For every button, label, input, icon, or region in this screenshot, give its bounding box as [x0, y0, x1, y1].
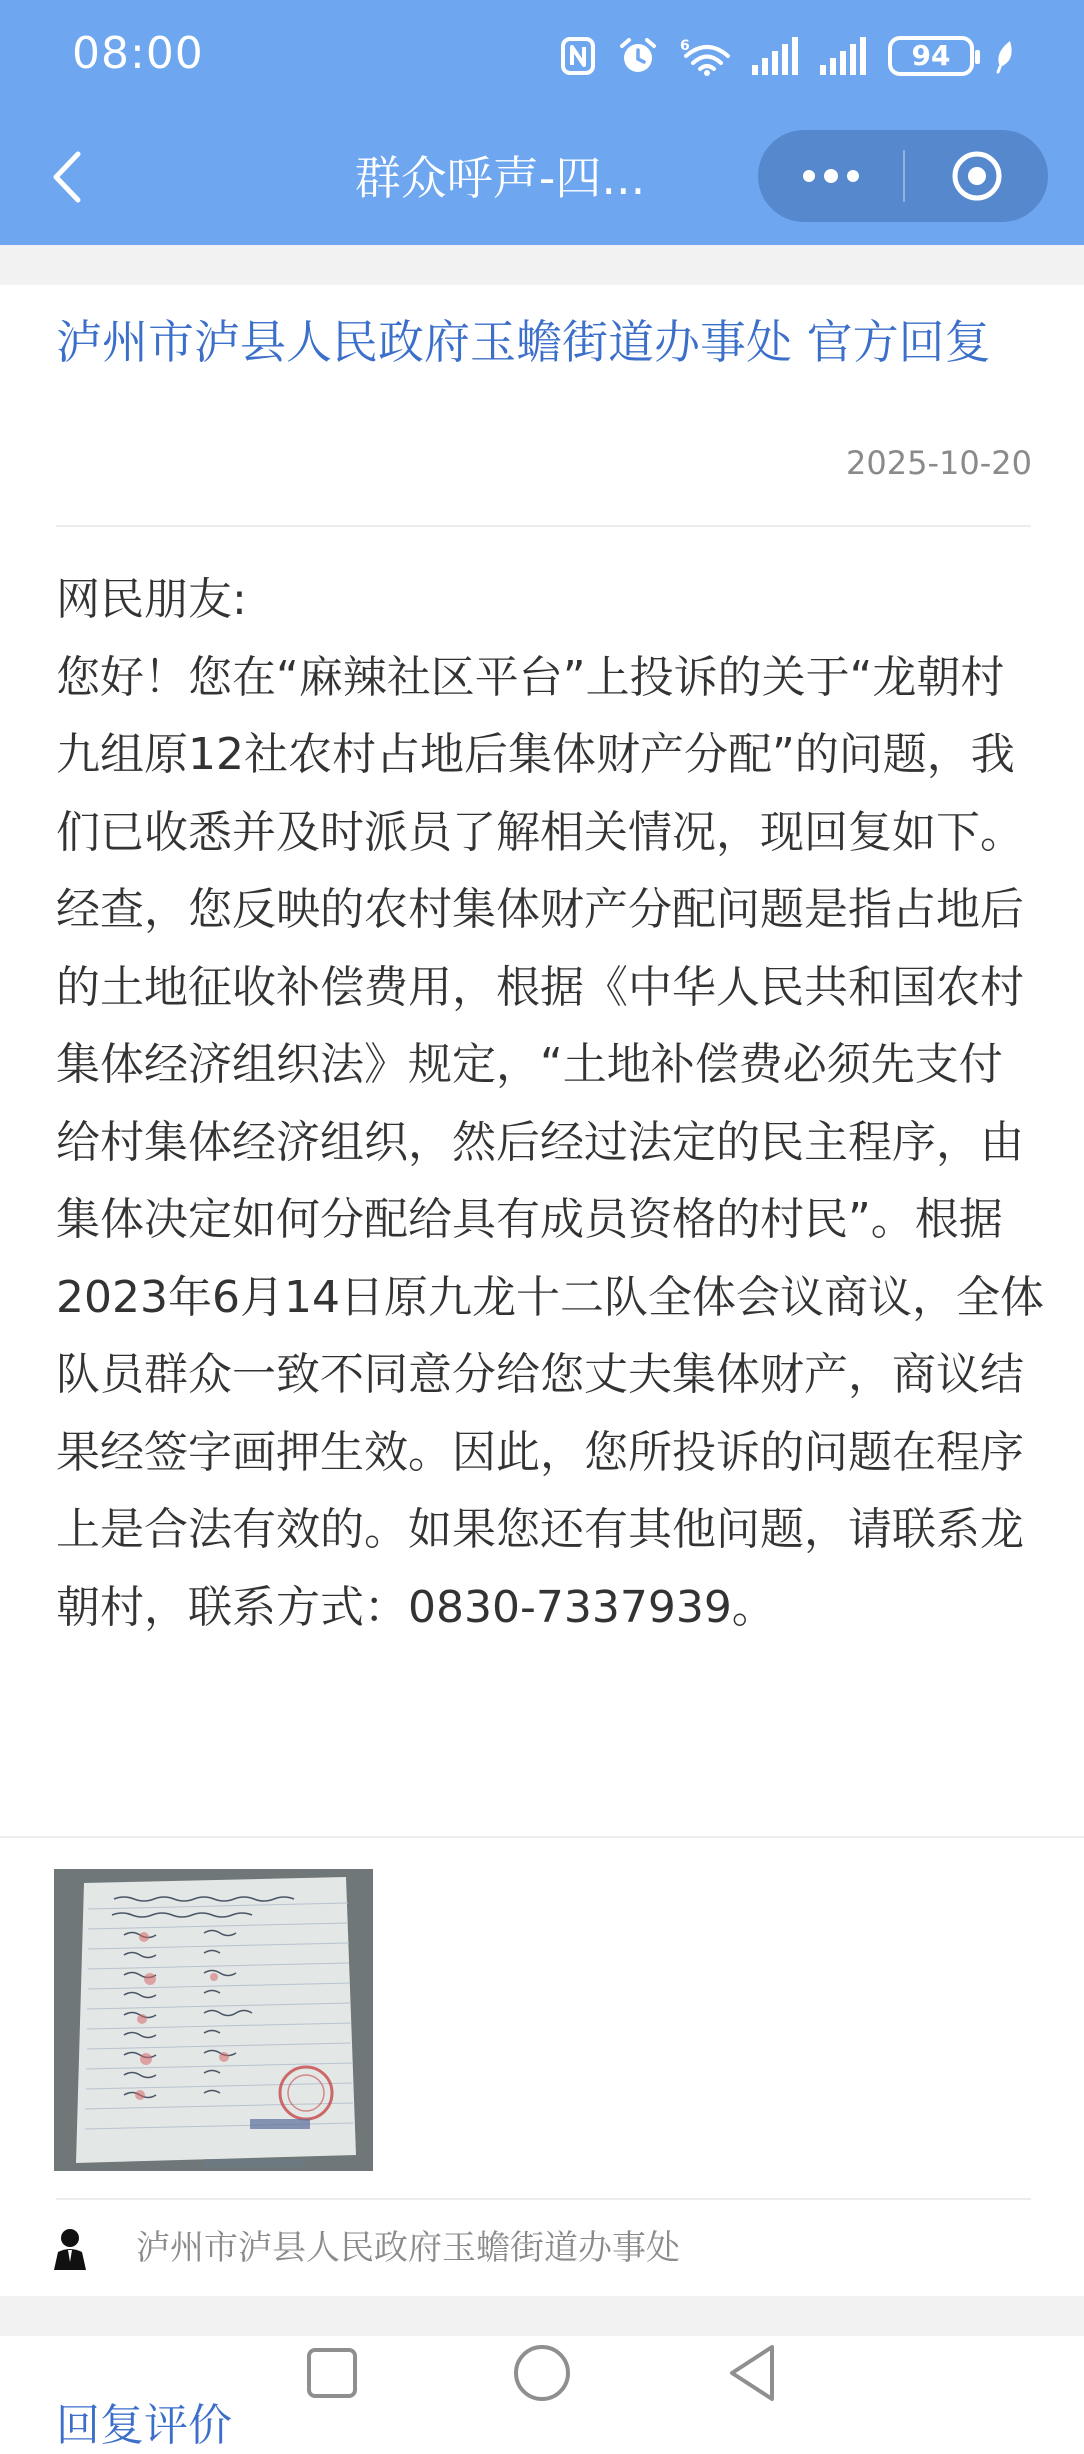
status-icons — [560, 30, 1016, 82]
section-gap — [0, 245, 1084, 285]
official-avatar-icon — [52, 2226, 88, 2270]
battery-level: 94 — [911, 39, 951, 72]
status-bar — [0, 0, 1084, 110]
leaf-icon — [996, 39, 1016, 73]
mini-program-capsule — [758, 130, 1048, 222]
target-close-icon — [950, 149, 1004, 203]
nfc-icon — [560, 36, 596, 76]
reply-paragraph: 经查，您反映的农村集体财产分配问题是指占地后的土地征收补偿费用，根据《中华人民共和国农村集体经济组织法》规定，“土地补偿费必须先支付给村集体经济组织，然后经过法定的民主程序，由集体决定如何分配给具有成员资格的村民”。根据2023年6月14日原九龙十二队全体会议商议，全体队员群众一致不同意分给您丈夫集体财产，商议结果经签字画押生效。因此，您所投诉的问题在程序上是合法有效的。如果您还有其他问题，请联系龙朝村，联系方式：0830-7337939。 — [56, 884, 1044, 1633]
reply-org-name: 泸州市泸县人民政府玉蟾街道办事处 — [136, 2228, 680, 2268]
reply-paragraph: 您好！您在“麻辣社区平台”上投诉的关于“龙朝村九组原12社农村占地后集体财产分配”的问题，我们已收悉并及时派员了解相关情况，现回复如下。 — [56, 651, 1024, 858]
divider — [56, 2198, 1031, 2200]
recent-apps-icon — [305, 2346, 359, 2400]
attachment-image[interactable] — [54, 1869, 373, 2171]
close-button[interactable] — [905, 130, 1048, 222]
nav-bar — [0, 120, 1084, 230]
home-button[interactable] — [507, 2342, 577, 2404]
divider — [56, 525, 1031, 527]
header — [0, 0, 1084, 245]
reply-org-row — [52, 2203, 1032, 2293]
back-triangle-icon — [724, 2343, 780, 2403]
battery-icon — [888, 36, 974, 76]
home-icon — [512, 2343, 572, 2403]
system-nav-bar — [0, 2336, 1084, 2412]
reply-greeting: 网民朋友: — [56, 574, 247, 625]
back-button[interactable] — [32, 142, 102, 212]
signed-document-photo — [54, 1869, 373, 2171]
system-back-button[interactable] — [717, 2342, 787, 2404]
official-reply-card — [0, 285, 1084, 2295]
status-time: 08:00 — [72, 28, 204, 79]
reply-body — [56, 561, 1046, 1646]
svg-text:6: 6 — [680, 38, 690, 54]
recent-apps-button[interactable] — [297, 2342, 367, 2404]
signal-icon — [820, 37, 866, 75]
page-title: 群众呼声-四... — [354, 151, 646, 205]
reply-heading: 泸州市泸县人民政府玉蟾街道办事处 官方回复 — [56, 315, 991, 369]
reply-date: 2025-10-20 — [846, 444, 1032, 482]
signal-icon — [752, 37, 798, 75]
wifi-6-icon — [680, 36, 730, 76]
alarm-icon — [618, 36, 658, 76]
chevron-left-icon — [50, 150, 84, 204]
section-gap — [0, 2296, 1084, 2336]
more-dots-icon — [801, 169, 861, 183]
divider — [0, 1836, 1084, 1838]
rating-section-title: 回复评价 — [56, 2400, 232, 2451]
more-button[interactable] — [758, 130, 903, 222]
